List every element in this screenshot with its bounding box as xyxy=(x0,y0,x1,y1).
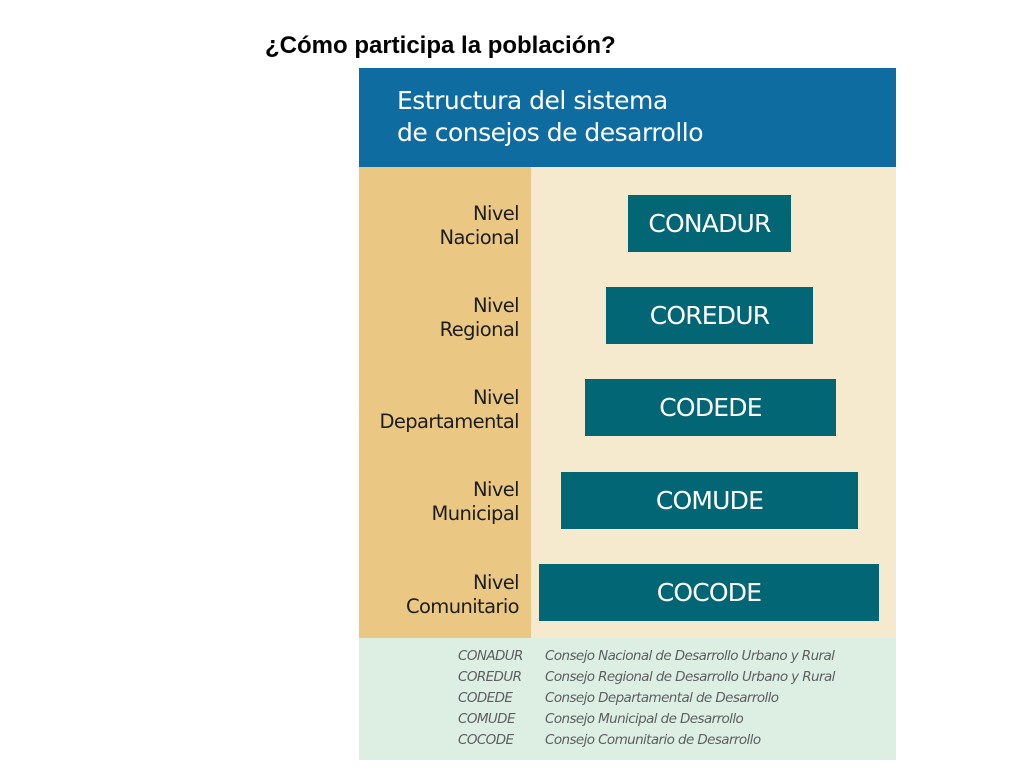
legend-description: Consejo Nacional de Desarrollo Urbano y Rural xyxy=(545,648,835,664)
legend-abbreviation: COREDUR xyxy=(458,669,522,685)
diagram-title-line-2: de consejos de desarrollo xyxy=(397,118,704,147)
legend-description: Consejo Municipal de Desarrollo xyxy=(545,711,744,727)
legend-description: Consejo Comunitario de Desarrollo xyxy=(545,732,761,748)
legend-abbreviation: CONADUR xyxy=(458,648,523,664)
abbreviation-legend xyxy=(359,638,896,760)
council-structure-diagram xyxy=(359,68,896,760)
slide-title: ¿Cómo participa la población? xyxy=(265,32,616,59)
legend-abbreviation: COCODE xyxy=(458,732,514,748)
legend-description: Consejo Regional de Desarrollo Urbano y Rural xyxy=(545,669,835,685)
level-label-departamental: Nivel Departamental xyxy=(379,386,519,433)
level-label-municipal: Nivel Municipal xyxy=(431,478,519,525)
legend-abbreviation: COMUDE xyxy=(458,711,515,727)
council-box-conadur: CONADUR xyxy=(628,195,791,252)
level-label-nacional: Nivel Nacional xyxy=(439,202,519,249)
legend-abbreviation: CODEDE xyxy=(458,690,513,706)
council-box-cocode: COCODE xyxy=(539,564,879,621)
level-label-regional: Nivel Regional xyxy=(439,294,519,341)
council-box-comude: COMUDE xyxy=(561,472,858,529)
council-box-codede: CODEDE xyxy=(585,379,836,436)
council-box-coredur: COREDUR xyxy=(606,287,813,344)
diagram-title-line-1: Estructura del sistema xyxy=(397,86,668,115)
level-label-comunitario: Nivel Comunitario xyxy=(405,571,519,618)
legend-description: Consejo Departamental de Desarrollo xyxy=(545,690,779,706)
diagram-header xyxy=(359,68,896,167)
